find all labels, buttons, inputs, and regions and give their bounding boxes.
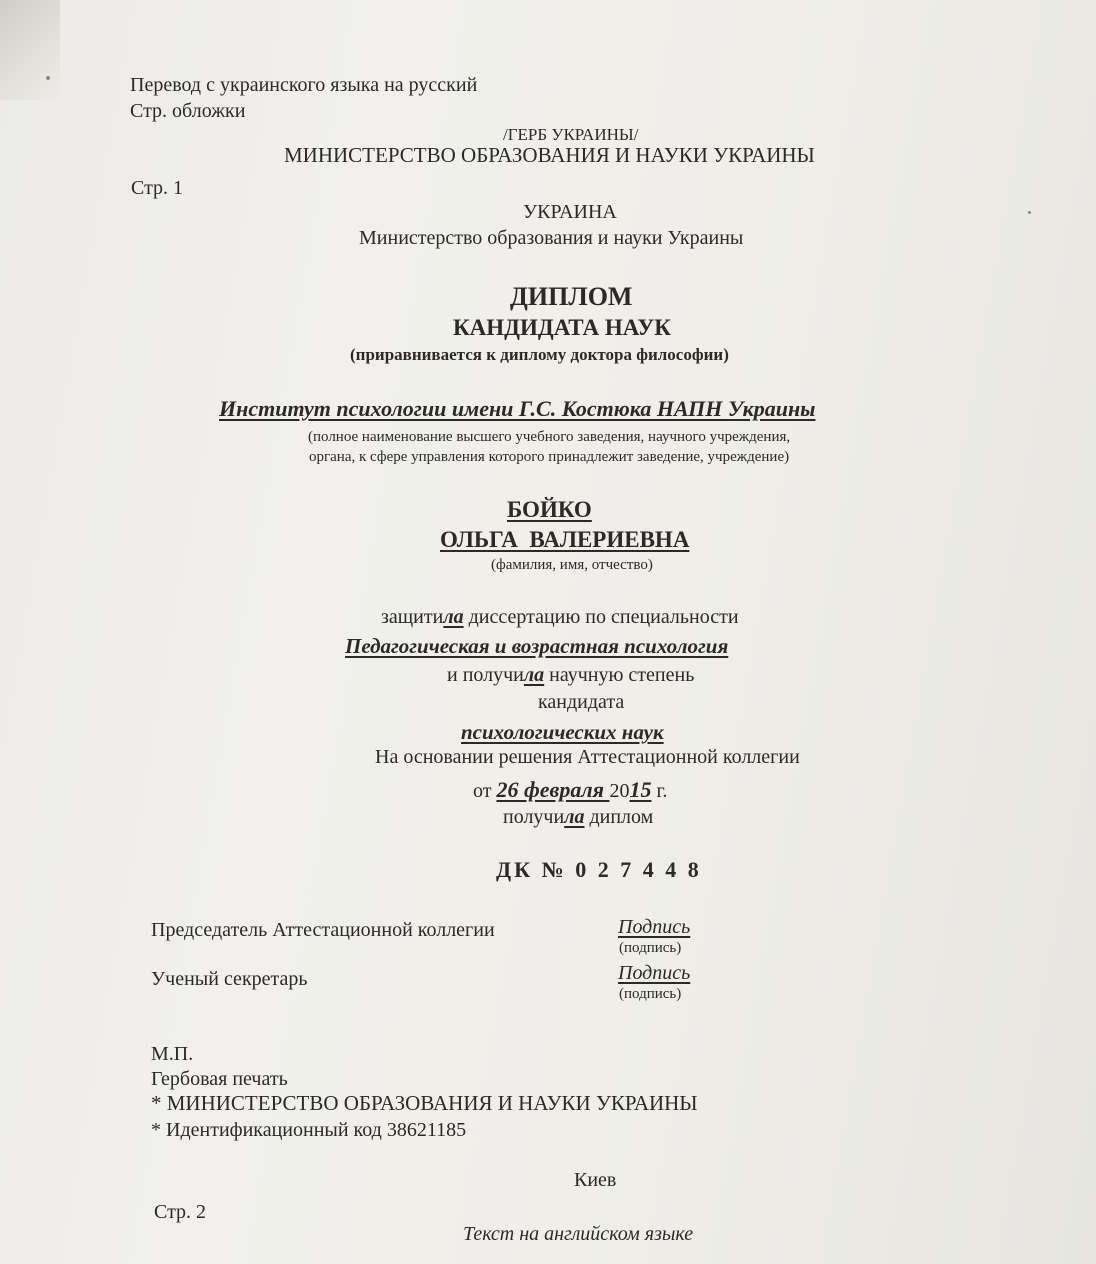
chair-signature: Подпись — [618, 916, 691, 938]
received-prefix: и получи — [447, 664, 524, 686]
decision-basis: На основании решения Аттестационной коллегии — [375, 746, 800, 768]
chair-label: Председатель Аттестационной коллегии — [151, 919, 495, 941]
institution-caption-line2: органа, к сфере управления которого принадлежит заведение, учреждение) — [309, 449, 790, 465]
paper-speck — [1028, 211, 1031, 214]
seal-line-id-code: * Идентификационный код 38621185 — [151, 1119, 467, 1141]
seal-line-ministry: * МИНИСТЕРСТВО ОБРАЗОВАНИЯ И НАУКИ УКРАИНЫ — [151, 1091, 698, 1115]
institution-caption-line1: (полное наименование высшего учебного заведения, научного учреждения, — [308, 429, 791, 445]
diploma-subtitle: КАНДИДАТА НАУК — [453, 315, 671, 340]
received-gender-suffix: ла — [523, 664, 545, 686]
holder-surname: БОЙКО — [507, 497, 592, 522]
equivalence-note: (приравнивается к диплому доктора философии) — [350, 345, 729, 364]
diploma-received-gender-suffix: ла — [564, 806, 585, 828]
page2-note: Текст на английском языке — [463, 1223, 694, 1245]
defended-gender-suffix: ла — [443, 606, 464, 628]
page-fold-shadow — [0, 0, 60, 100]
translation-note: Перевод с украинского языка на русский — [130, 74, 478, 96]
diploma-number: ДК № 0 2 7 4 4 8 — [496, 857, 702, 882]
country-name: УКРАИНА — [523, 201, 617, 223]
paper-speck — [46, 76, 50, 80]
cover-page-label: Стр. обложки — [130, 100, 246, 122]
coat-of-arms-note: /ГЕРБ УКРАИНЫ/ — [503, 125, 639, 144]
chair-signature-caption: (подпись) — [619, 940, 682, 956]
diploma-received-rest: диплом — [584, 806, 654, 828]
date-day-month: 26 февраля — [496, 777, 610, 802]
seal-mp: М.П. — [151, 1043, 194, 1065]
defended-line — [381, 607, 739, 627]
page2-label: Стр. 2 — [154, 1201, 207, 1223]
holder-given-names: ОЛЬГА ВАЛЕРИЕВНА — [440, 527, 690, 552]
date-year-prefix: 20 — [609, 780, 630, 802]
degree-field: психологических наук — [461, 720, 664, 744]
received-rest: научную степень — [544, 664, 695, 686]
secretary-signature-caption: (подпись) — [619, 986, 682, 1002]
decision-date-line — [473, 779, 667, 801]
date-suffix: г. — [651, 780, 668, 802]
date-prefix: от — [473, 780, 497, 802]
cover-ministry: МИНИСТЕРСТВО ОБРАЗОВАНИЯ И НАУКИ УКРАИНЫ — [284, 143, 815, 167]
diploma-received-line — [503, 807, 653, 827]
name-caption: (фамилия, имя, отчество) — [491, 557, 653, 573]
defended-rest: диссертацию по специальности — [463, 606, 739, 628]
secretary-label: Ученый секретарь — [151, 968, 308, 990]
degree-word: кандидата — [538, 691, 625, 713]
diploma-title: ДИПЛОМ — [510, 282, 633, 311]
received-degree-line — [447, 665, 694, 685]
secretary-signature: Подпись — [618, 962, 691, 984]
diploma-received-prefix: получи — [503, 806, 565, 828]
ministry-name: Министерство образования и науки Украины — [359, 227, 744, 249]
date-year-suffix: 15 — [629, 777, 652, 802]
specialty-name: Педагогическая и возрастная психология — [345, 634, 729, 658]
page1-label: Стр. 1 — [131, 177, 184, 199]
city-name: Киев — [574, 1169, 617, 1191]
defended-prefix: защити — [381, 606, 444, 628]
seal-label: Гербовая печать — [151, 1068, 288, 1090]
institution-name: Институт психологии имени Г.С. Костюка НАПН Украины — [219, 396, 816, 421]
